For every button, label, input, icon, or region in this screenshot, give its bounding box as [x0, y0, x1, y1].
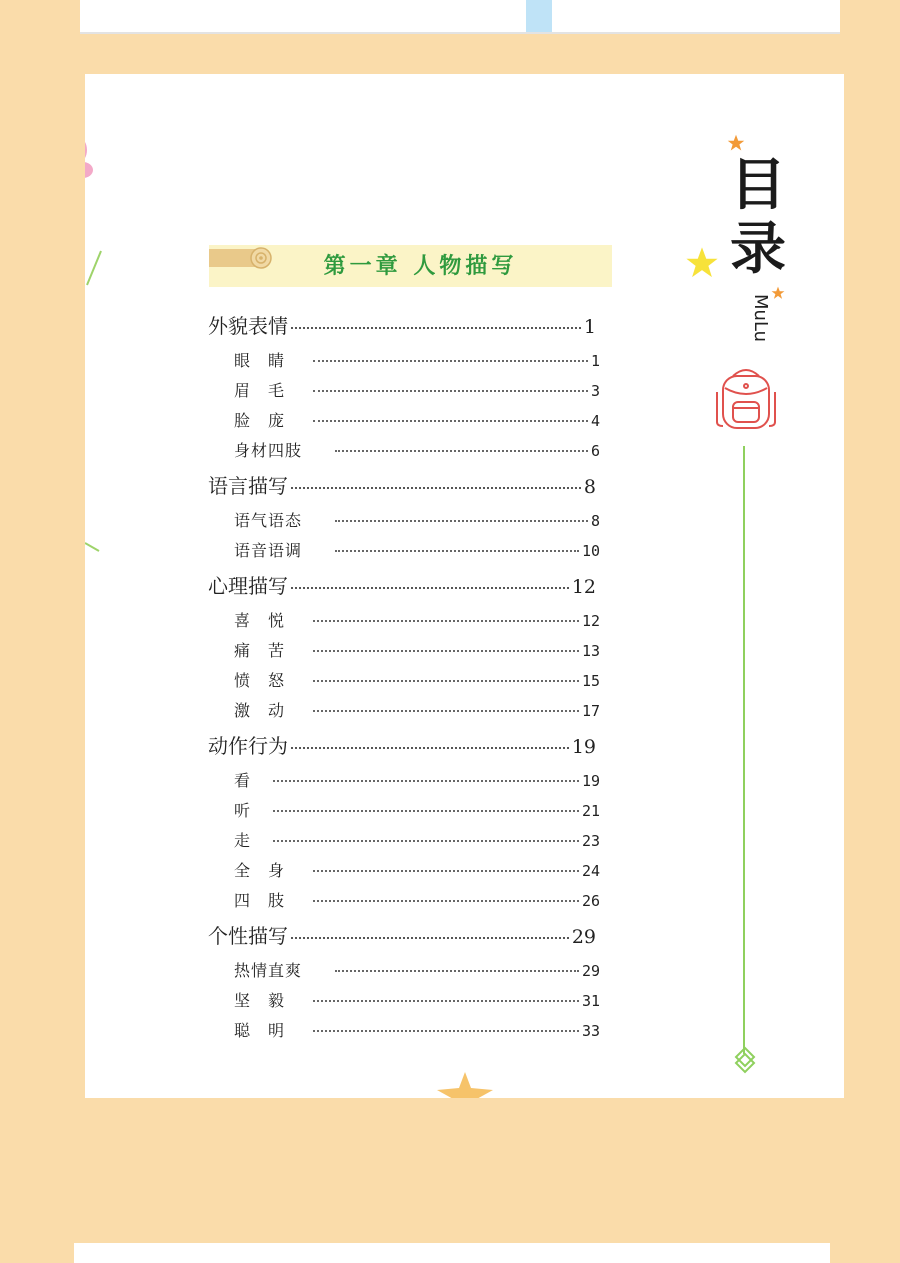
leader-dots — [273, 810, 579, 812]
leader-dots — [291, 937, 569, 939]
leader-dots — [313, 360, 588, 362]
item-label: 激 动 — [234, 701, 286, 720]
item-label: 眉 毛 — [234, 381, 286, 400]
toc-item[interactable] — [234, 438, 600, 461]
leader-dots — [313, 650, 579, 652]
page-number: 31 — [581, 992, 600, 1010]
page-number: 19 — [571, 736, 596, 758]
toc-item[interactable] — [234, 888, 600, 911]
item-label: 走 — [234, 831, 252, 850]
item-label: 聪 明 — [234, 1021, 286, 1040]
title-pinyin: MuLu — [750, 294, 771, 343]
toc-item[interactable] — [234, 988, 600, 1011]
toc-item[interactable] — [234, 408, 600, 431]
page-number: 29 — [571, 926, 596, 948]
page-number: 12 — [581, 612, 600, 630]
chapter-banner — [209, 245, 612, 287]
item-label: 语气语态 — [234, 511, 303, 530]
page-number: 3 — [590, 382, 600, 400]
backpack-icon — [711, 364, 781, 436]
item-label: 脸 庞 — [234, 411, 286, 430]
item-label: 看 — [234, 771, 252, 790]
star-icon — [771, 286, 785, 300]
page-number: 19 — [581, 772, 600, 790]
page-number: 10 — [581, 542, 600, 560]
toc-section[interactable] — [208, 920, 596, 949]
leader-dots — [335, 970, 579, 972]
item-label: 全 身 — [234, 861, 286, 880]
title-char: 录 — [730, 217, 786, 282]
item-label: 愤 怒 — [234, 671, 286, 690]
page-number: 17 — [581, 702, 600, 720]
toc-item[interactable] — [234, 958, 600, 981]
leader-dots — [313, 390, 588, 392]
toc-page — [85, 74, 844, 1098]
leader-dots — [313, 870, 579, 872]
leader-dots — [313, 1030, 579, 1032]
leader-dots — [291, 747, 569, 749]
item-label: 痛 苦 — [234, 641, 286, 660]
star-icon — [727, 134, 745, 152]
section-label: 心理描写 — [208, 574, 288, 598]
toc-section[interactable] — [208, 470, 596, 499]
toc-item[interactable] — [234, 538, 600, 561]
leaf-icon — [85, 249, 105, 289]
item-label: 热情直爽 — [234, 961, 303, 980]
leader-dots — [313, 620, 579, 622]
title-char: 目 — [730, 153, 786, 218]
item-label: 坚 毅 — [234, 991, 286, 1010]
item-label: 语音语调 — [234, 541, 303, 560]
page-number: 4 — [590, 412, 600, 430]
page-number: 8 — [590, 512, 600, 530]
toc-item[interactable] — [234, 378, 600, 401]
page-number: 8 — [583, 476, 596, 498]
leader-dots — [291, 327, 581, 329]
toc-item[interactable] — [234, 828, 600, 851]
item-label: 身材四肢 — [234, 441, 303, 460]
page-tab — [526, 0, 552, 32]
section-label: 个性描写 — [208, 924, 288, 948]
toc-section[interactable] — [208, 570, 596, 599]
page-number: 29 — [581, 962, 600, 980]
page-number: 6 — [590, 442, 600, 460]
toc-item[interactable] — [234, 348, 600, 371]
toc-item[interactable] — [234, 638, 600, 661]
leader-dots — [335, 520, 588, 522]
leader-dots — [273, 840, 579, 842]
toc-item[interactable] — [234, 668, 600, 691]
item-label: 喜 悦 — [234, 611, 286, 630]
toc-item[interactable] — [234, 858, 600, 881]
leader-dots — [313, 710, 579, 712]
leader-dots — [291, 587, 569, 589]
leader-dots — [291, 487, 581, 489]
chapter-title: 第一章 人物描写 — [323, 254, 518, 279]
toc-item[interactable] — [234, 1018, 600, 1041]
star-icon — [435, 1070, 495, 1098]
page-number: 1 — [583, 316, 596, 338]
page-number: 33 — [581, 1022, 600, 1040]
toc-item[interactable] — [234, 768, 600, 791]
toc-item[interactable] — [234, 798, 600, 821]
page-number: 1 — [590, 352, 600, 370]
leader-dots — [273, 780, 579, 782]
toc-item[interactable] — [234, 508, 600, 531]
leader-dots — [313, 1000, 579, 1002]
page-number: 15 — [581, 672, 600, 690]
toc-section[interactable] — [208, 310, 596, 339]
leaf-icon — [85, 539, 105, 559]
previous-page-card — [80, 0, 840, 34]
leader-dots — [335, 450, 588, 452]
item-label: 眼 睛 — [234, 351, 286, 370]
page-number: 12 — [571, 576, 596, 598]
diamond-icon — [734, 1046, 756, 1074]
leader-dots — [313, 680, 579, 682]
page-number: 24 — [581, 862, 600, 880]
flower-icon — [85, 136, 101, 196]
next-page-card — [74, 1243, 830, 1263]
toc-section[interactable] — [208, 730, 596, 759]
page-number: 13 — [581, 642, 600, 660]
item-label: 听 — [234, 801, 252, 820]
leader-dots — [313, 900, 579, 902]
section-label: 外貌表情 — [208, 314, 288, 338]
leader-dots — [313, 420, 588, 422]
toc-title — [730, 154, 790, 282]
item-label: 四 肢 — [234, 891, 286, 910]
page-number: 21 — [581, 802, 600, 820]
page-number: 23 — [581, 832, 600, 850]
toc-item[interactable] — [234, 698, 600, 721]
toc-item[interactable] — [234, 608, 600, 631]
divider-line — [743, 446, 745, 1054]
section-label: 语言描写 — [208, 474, 288, 498]
star-icon — [685, 246, 719, 280]
leader-dots — [335, 550, 579, 552]
page-number: 26 — [581, 892, 600, 910]
section-label: 动作行为 — [208, 734, 288, 758]
